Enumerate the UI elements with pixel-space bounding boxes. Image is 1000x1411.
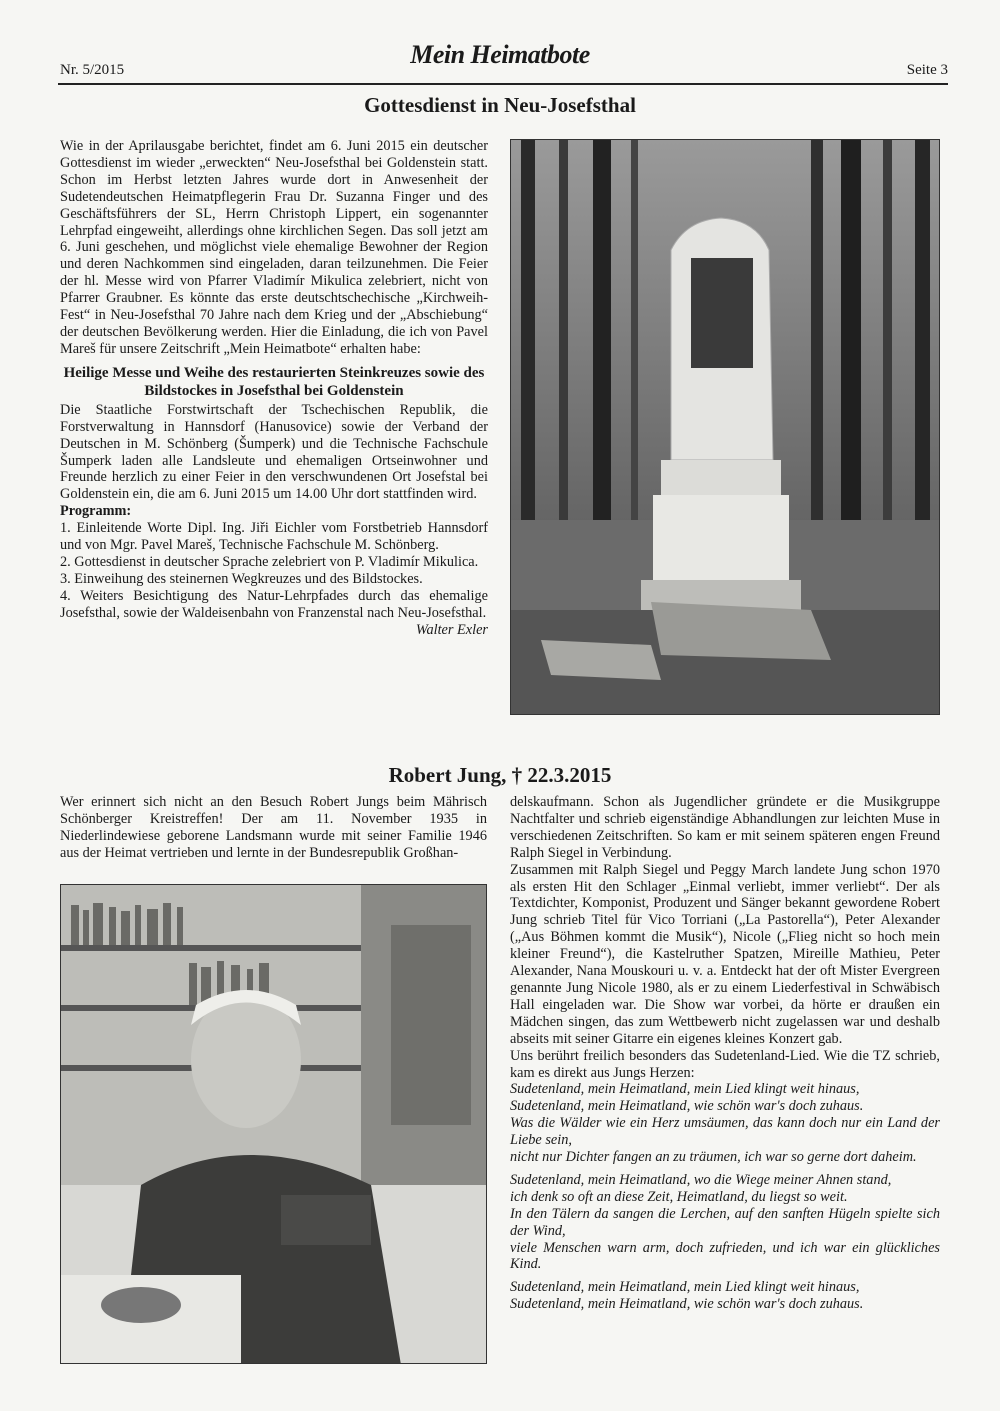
article1-subtitle: Heilige Messe und Weihe des restaurierten Steinkreuzes sowie des Bildstockes in Josefsthal bei Goldenstein: [63, 364, 485, 399]
lyric-line: Was die Wälder wie ein Herz umsäumen, das kann doch nur ein Land der Liebe sein,: [510, 1115, 940, 1149]
article2-left-text: Wer erinnert sich nicht an den Besuch Robert Jungs beim Mährisch Schönberger Kreistreffen! Der am 11. November 1935 in Niederlindewiese geborene Landsmann wurde mit seiner Familie 1946 aus der Heimat vertrieben und lernte in der Bundesrepublik Großhan-: [60, 794, 487, 861]
author-signature: Walter Exler: [415, 621, 488, 638]
header-rule: [58, 83, 948, 85]
article2-title: Robert Jung, † 22.3.2015: [388, 763, 612, 787]
lyric-line: nicht nur Dichter fangen an zu träumen, ich war so gerne dort daheim.: [510, 1149, 917, 1166]
lyric-line: Sudetenland, mein Heimatland, wie schön war's doch zuhaus.: [510, 1296, 864, 1313]
page-number: Seite 3: [906, 62, 948, 78]
article1-invitation: Die Staatliche Forstwirtschaft der Tschechischen Republik, die Forstverwaltung in Hannsdorf (Hanusovice) sowie der Verband der Deutschen in M. Schönberg (Šumperk) und die Technische Fachschule Šumperk laden alle Landsleute und ehemaligen Ortseinwohner und Freunde herzlich zu einer Feier in den verschwundenen Ort Josefstal bei Goldenstein ein, die am 6. Juni 2015 um 14.00 Uhr dort stattfinden wird.: [60, 401, 488, 503]
lyric-line: viele Menschen warn arm, doch zufrieden, und ich war ein glückliches Kind.: [510, 1239, 940, 1273]
lyrics-verse-1: [510, 1081, 940, 1166]
robert-jung-photo: [60, 884, 487, 1364]
article1-column: [60, 138, 488, 638]
lyric-line: ich denk so oft an diese Zeit, Heimatland, du liegst so weit.: [510, 1188, 848, 1205]
shrine-photo-image: [511, 140, 940, 715]
lyric-line: Sudetenland, mein Heimatland, mein Lied klingt weit hinaus,: [510, 1279, 860, 1296]
article2-paragraph-2: Zusammen mit Ralph Siegel und Peggy March landete Jung schon 1970 als ersten Hit den Schlager „Einmal verliebt, immer verliebt“. Der als Textdichter, Komponist, Produzent und Sänger bekannt gewordene Robert Jung schrieb Titel für Vico Torriani („La Pastorella“), Peter Alexander („Aus Böhmen kommt die Musik“), Nicole („Flieg nicht so hoch mein kleiner Freund“), die Kastelruther Spatzen, Mireille Mathieu, Peter Alexander, Nana Mouskouri u. v. a. Entdeckt hat der oft Mister Evergreen genannte Jung Nicole 1980, als er zu einem Liederfestival in Schwäbisch Hall eingeladen war. Die Show war vorbei, da hörte er draußen ein Mädchen singen, das zum Wettbewerb nicht zugelassen war und deshalb abseits mit seiner Gitarre ein eigenes kleines Konzert gab.: [510, 861, 940, 1047]
lyric-line: Sudetenland, mein Heimatland, wo die Wiege meiner Ahnen stand,: [510, 1171, 892, 1188]
program-item-3: 3. Einweihung des steinernen Wegkreuzes und des Bildstockes.: [60, 570, 423, 587]
program-item-2: 2. Gottesdienst in deutscher Sprache zelebriert von P. Vladimír Mikulica.: [60, 553, 479, 570]
shrine-photo: [510, 139, 940, 715]
article1-intro: Wie in der Aprilausgabe berichtet, findet am 6. Juni 2015 ein deutscher Gottesdienst im wieder „erweckten“ Neu-Josefsthal bei Goldenstein statt. Schon im Herbst letzten Jahres wurde dort in Anwesenheit der Sudetendeutschen Heimatpflegerin Frau Dr. Suzanna Finger und des Geschäftsführers der SL, Herrn Christoph Lippert, ein sogenannter Lehrpfad eingeweiht, allerdings ohne kirchlichen Segen. Das soll jetzt am 6. Juni geschehen, und möglichst viele ehemalige Bewohner der Region und deren Nachkommen sind eingeladen, daran teilzunehmen. Die Feier der hl. Messe wird von Pfarrer Vladimír Mikulica zelebriert, nicht von Pfarrer Graubner. Es könnte das erste deutschtschechische „Kirchweih-Fest“ in Neu-Josefsthal 70 Jahre nach dem Krieg und der „Abschiebung“ der deutschen Bevölkerung werden. Hier die Einladung, die ich von Pavel Mareš für unsere Zeitschrift „Mein Heimatbote“ erhalten habe:: [60, 138, 488, 357]
lyric-line: Sudetenland, mein Heimatland, mein Lied klingt weit hinaus,: [510, 1081, 860, 1098]
program-item-1: 1. Einleitende Worte Dipl. Ing. Jiři Eichler vom Forstbetrieb Hannsdorf und von Mgr. Pavel Mareš, Technische Fachschule M. Schönberg.: [60, 520, 488, 554]
masthead-logo: Mein Heimatbote: [410, 40, 590, 69]
article1-title: Gottesdienst in Neu-Josefsthal: [364, 93, 636, 117]
program-item-4: 4. Weiters Besichtigung des Natur-Lehrpfades durch das ehemalige Josefsthal, sowie der Waldeisenbahn von Franzenstal nach Neu-Josefsthal.: [60, 587, 488, 621]
lyrics-verse-2: [510, 1172, 940, 1273]
lyric-line: Sudetenland, mein Heimatland, wie schön war's doch zuhaus.: [510, 1098, 864, 1115]
issue-number: Nr. 5/2015: [60, 62, 125, 78]
lyric-line: In den Tälern da sangen die Lerchen, auf den sanften Hügeln spielte sich der Wind,: [510, 1205, 940, 1239]
article2-right-column: [510, 794, 940, 1313]
robert-jung-photo-image: [61, 885, 487, 1364]
lyrics-verse-3: [510, 1279, 940, 1313]
article2-paragraph-1: delskaufmann. Schon als Jugendlicher gründete er die Musikgruppe Nachtfalter und schrieb eigenständige Abhandlungen zur leichten Muse in verschiedenen Zeitschriften. So kam er mit seinem späteren engen Freund Ralph Siegel in Verbindung.: [510, 794, 940, 861]
program-label: Programm:: [60, 503, 132, 520]
article2-paragraph-3: Uns berührt freilich besonders das Sudetenland-Lied. Wie die TZ schrieb, kam es direkt aus Jungs Herzen:: [510, 1047, 940, 1081]
